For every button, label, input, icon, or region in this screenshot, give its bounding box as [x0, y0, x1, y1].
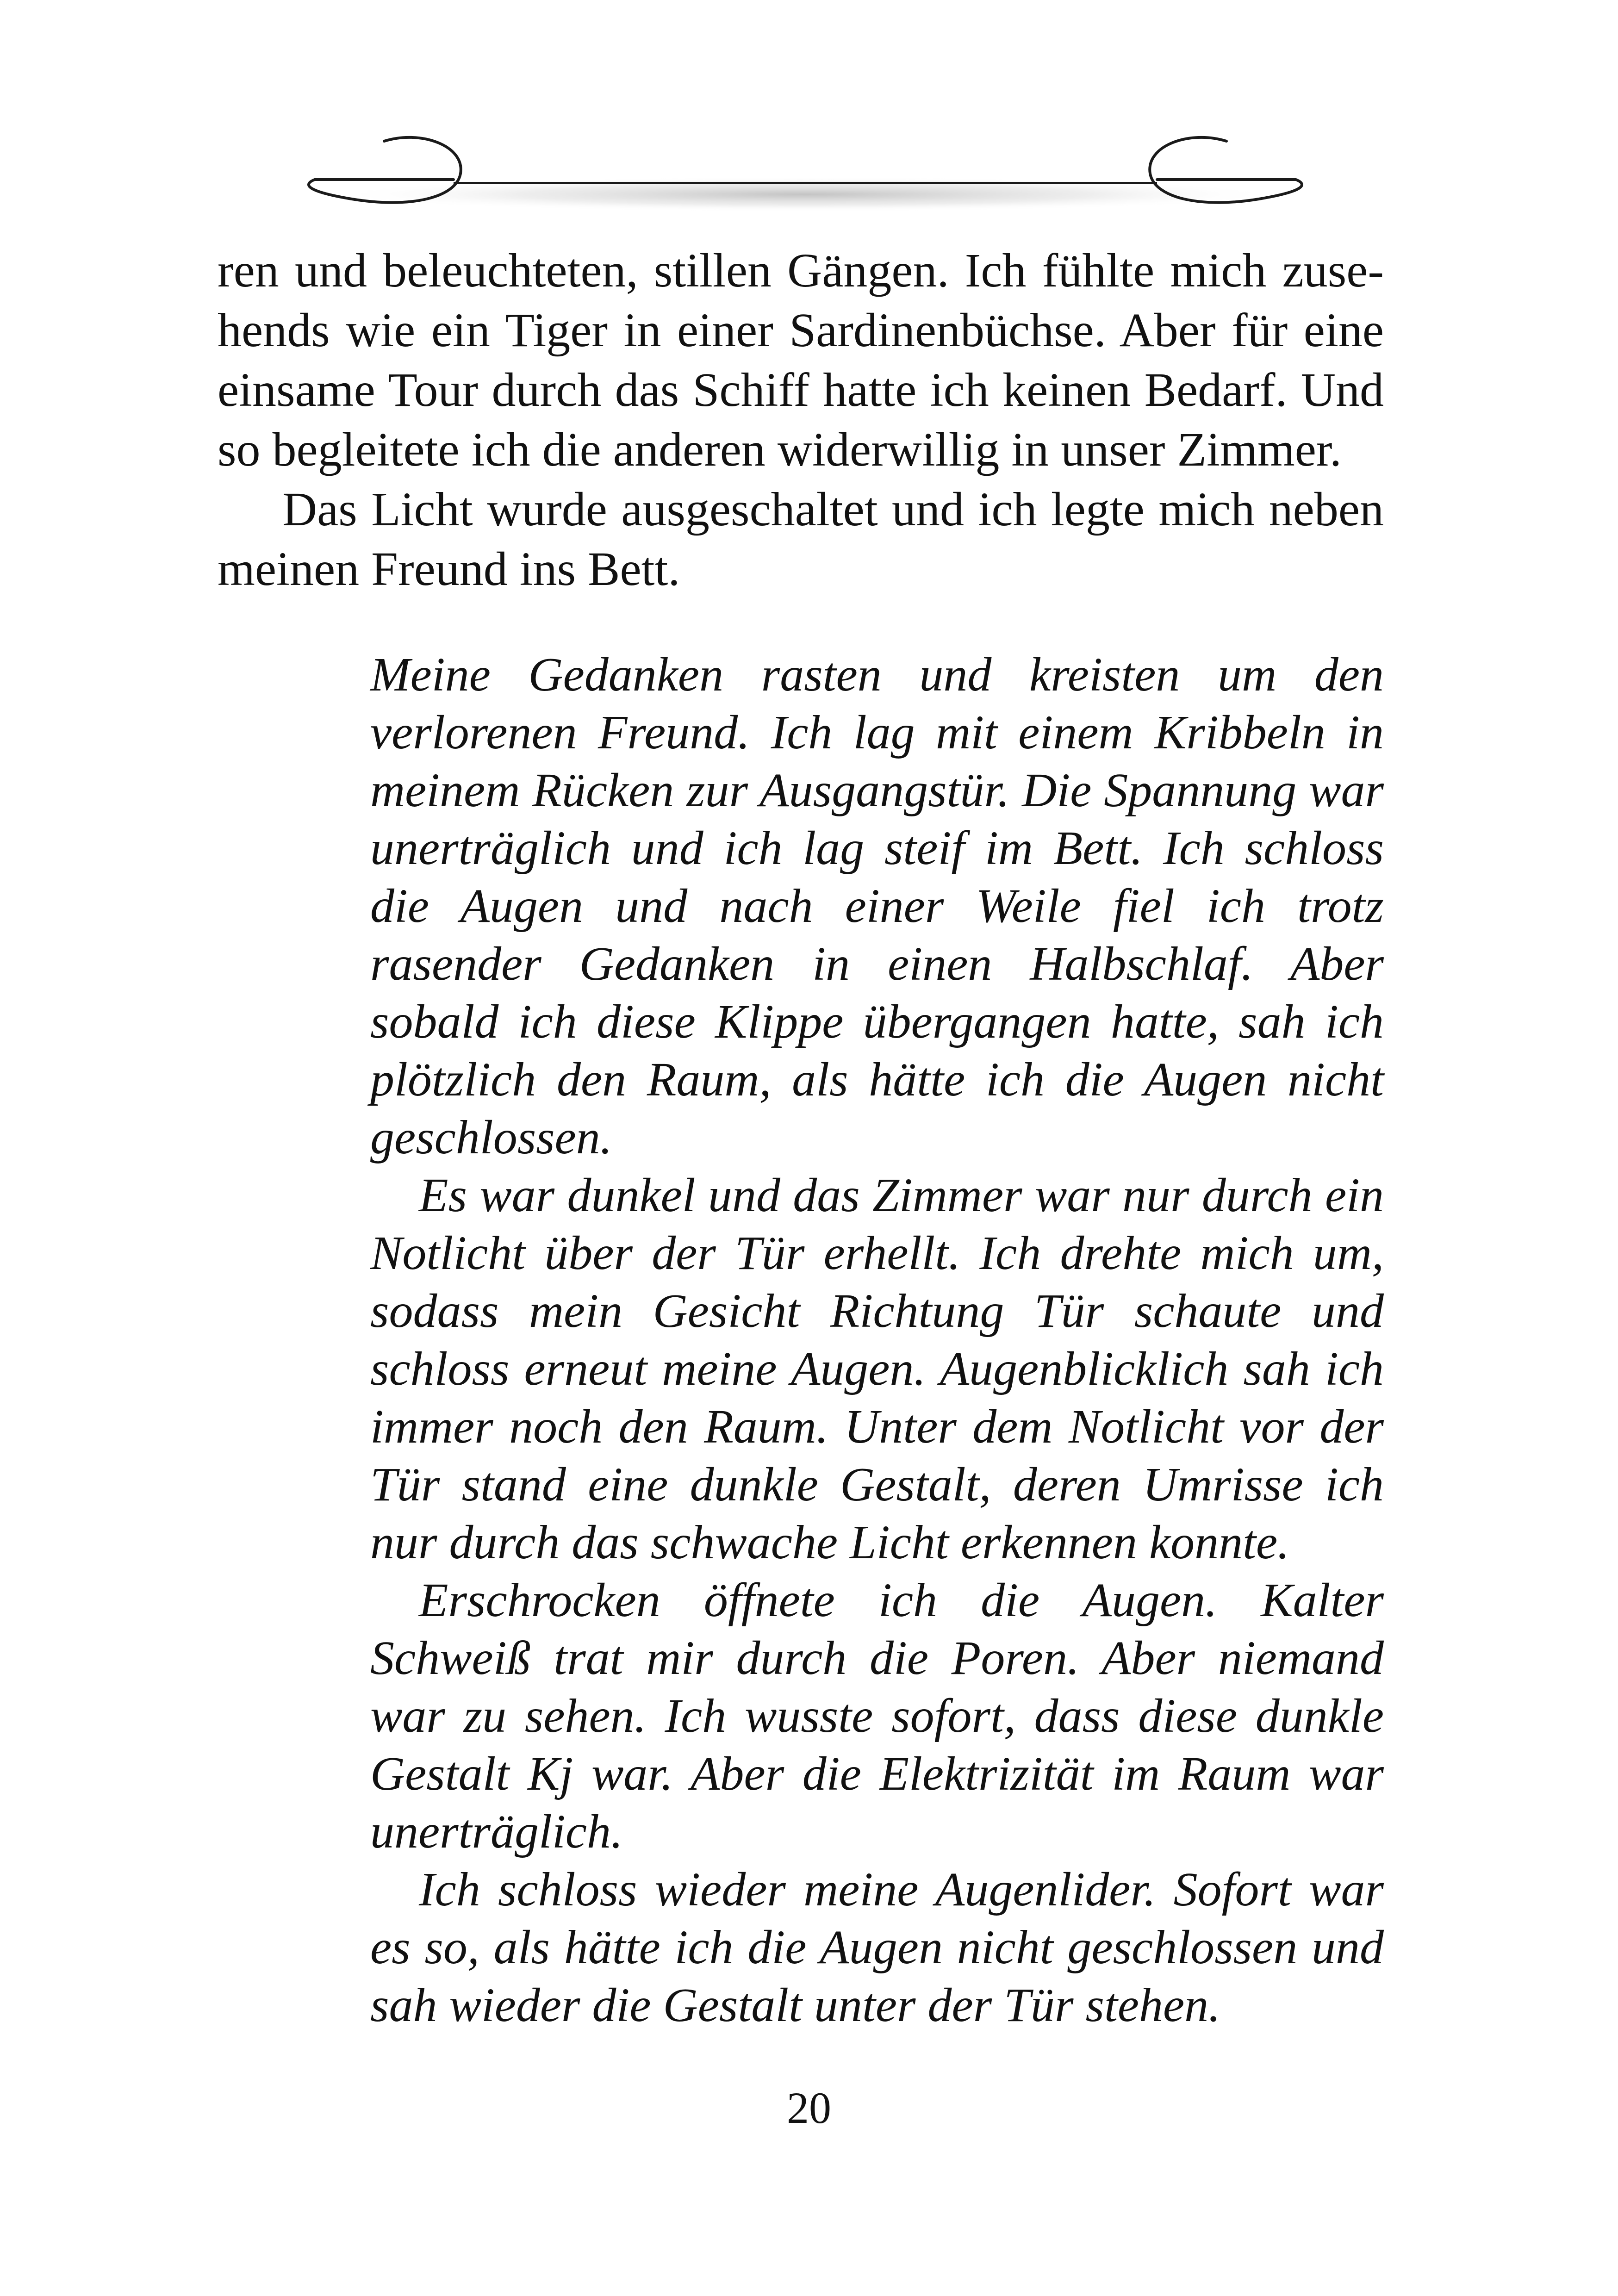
- italic-paragraph-4: Ich schloss wieder meine Augenlider. Sofort war es so, als hätte ich die Augen nicht geschlossen und sah wieder die Gestalt unter der Tür stehen.: [370, 1863, 1384, 2032]
- page-number: 20: [787, 2083, 831, 2133]
- body-text: [218, 241, 1384, 599]
- header-ornament: [301, 125, 1310, 245]
- italic-paragraph-3: Erschrocken öffnete ich die Augen. Kalter Schweiß trat mir durch die Poren. Aber niemand war zu sehen. Ich wusste sofort, dass diese dunkle Gestalt Kj war. Aber die Elektrizität im Raum war unerträglich.: [370, 1574, 1384, 1858]
- paragraph-2: Das Licht wurde ausgeschaltet und ich legte mich neben meinen Freund ins Bett.: [218, 483, 1384, 596]
- paragraph-1: ren und beleuchteten, stillen Gängen. Ich fühlte mich zusehends wie ein Tiger in einer Sardinenbüchse. Aber für eine einsame Tour durch das Schiff hatte ich keinen Bedarf. Und so begleitete ich die anderen widerwillig in unser Zimmer.: [218, 244, 1384, 476]
- italic-paragraph-2: Es war dunkel und das Zimmer war nur durch ein Notlicht über der Tür erhellt. Ich drehte mich um, sodass mein Gesicht Richtung Tür schaute und schloss erneut meine Augen. Augenblicklich sah ich immer noch den Raum. Unter dem Notlicht vor der Tür stand eine dunkle Gestalt, deren Umrisse ich nur durch das schwache Licht erkennen konnte.: [370, 1169, 1384, 1569]
- italic-paragraph-1: Meine Gedanken rasten und kreisten um den verlorenen Freund. Ich lag mit einem Kribbeln in meinem Rücken zur Ausgangstür. Die Spannung war unerträglich und ich lag steif im Bett. Ich schloss die Augen und nach einer Weile fiel ich trotz rasender Gedanken in einen Halbschlaf. Aber sobald ich diese Klippe übergangen hatte, sah ich plötzlich den Raum, als hätte ich die Augen nicht geschlossen.: [370, 648, 1384, 1164]
- italic-passage: [370, 646, 1384, 2034]
